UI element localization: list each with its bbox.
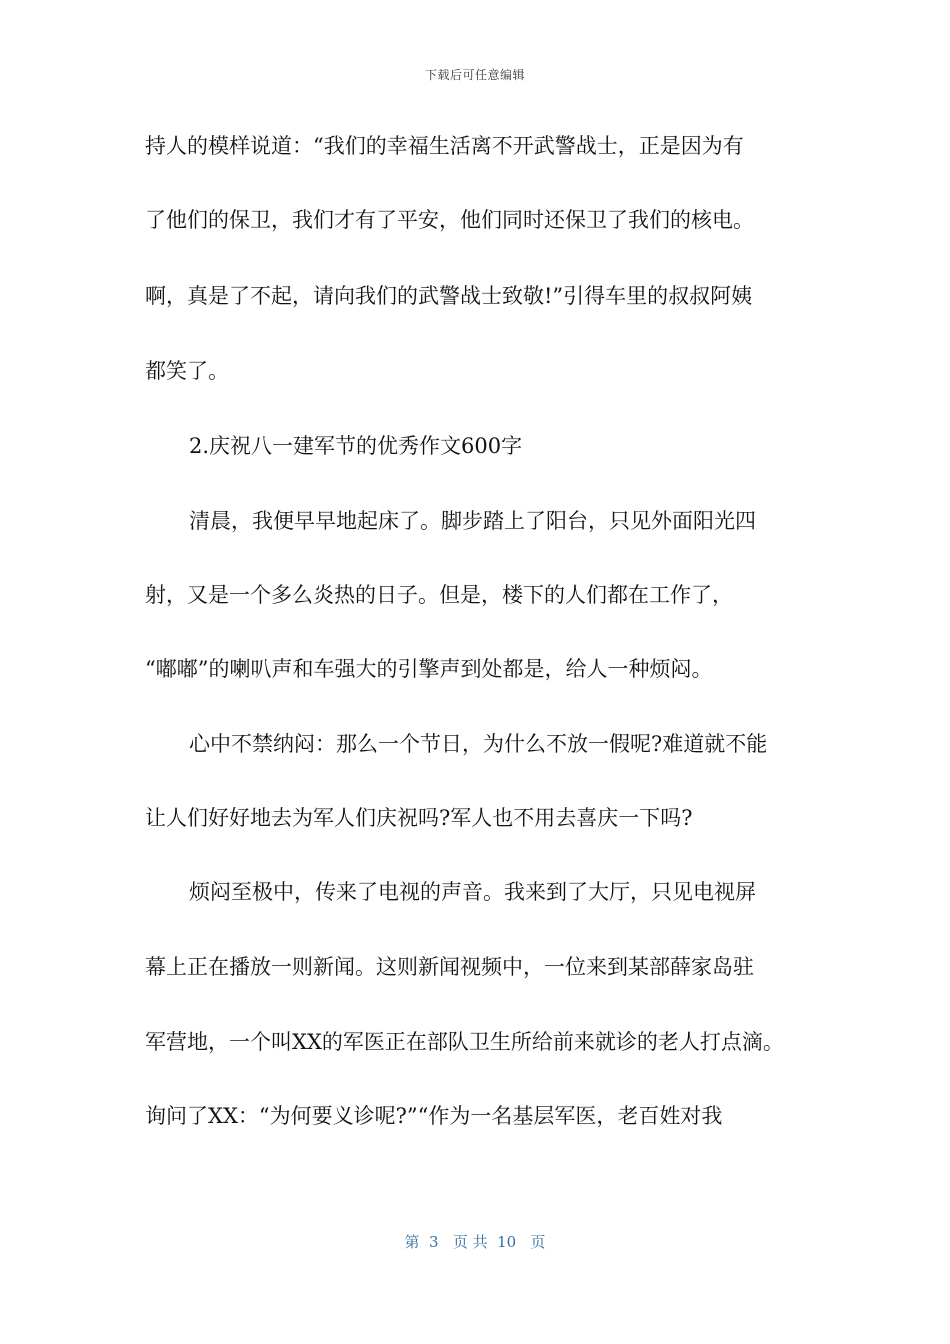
body-line: 让人们好好地去为军人们庆祝吗?军人也不用去喜庆一下吗?	[145, 806, 693, 830]
page-header: 下载后可任意编辑	[424, 68, 525, 82]
body-line: 幕上正在播放一则新闻。这则新闻视频中，一位来到某部薛家岛驻	[145, 955, 754, 979]
body-line: 军营地，一个叫XX的军医正在部队卫生所给前来就诊的老人打点滴。	[145, 1030, 784, 1054]
body-line: 都笑了。	[145, 359, 229, 383]
section-heading: 2.庆祝八一建军节的优秀作文600字	[189, 434, 523, 458]
body-line: 了他们的保卫，我们才有了平安，他们同时还保卫了我们的核电。	[145, 208, 754, 232]
body-line: 清晨，我便早早地起床了。脚步踏上了阳台，只见外面阳光四	[189, 509, 756, 533]
body-line: 啊，真是了不起，请向我们的武警战士致敬!”引得车里的叔叔阿姨	[145, 284, 753, 308]
body-line: “嘟嘟”的喇叭声和车强大的引擎声到处都是，给人一种烦闷。	[145, 657, 713, 681]
body-line: 询问了XX：“为何要义诊呢?”“作为一名基层军医，老百姓对我	[145, 1104, 723, 1128]
body-line: 心中不禁纳闷：那么一个节日，为什么不放一假呢?难道就不能	[189, 732, 768, 756]
body-line: 持人的模样说道：“我们的幸福生活离不开武警战士，正是因为有	[145, 134, 744, 158]
page-number-footer: 第 3 页 共 10 页	[404, 1233, 546, 1251]
body-line: 烦闷至极中，传来了电视的声音。我来到了大厅，只见电视屏	[189, 880, 756, 904]
body-line: 射，又是一个多么炎热的日子。但是，楼下的人们都在工作了，	[145, 583, 733, 607]
